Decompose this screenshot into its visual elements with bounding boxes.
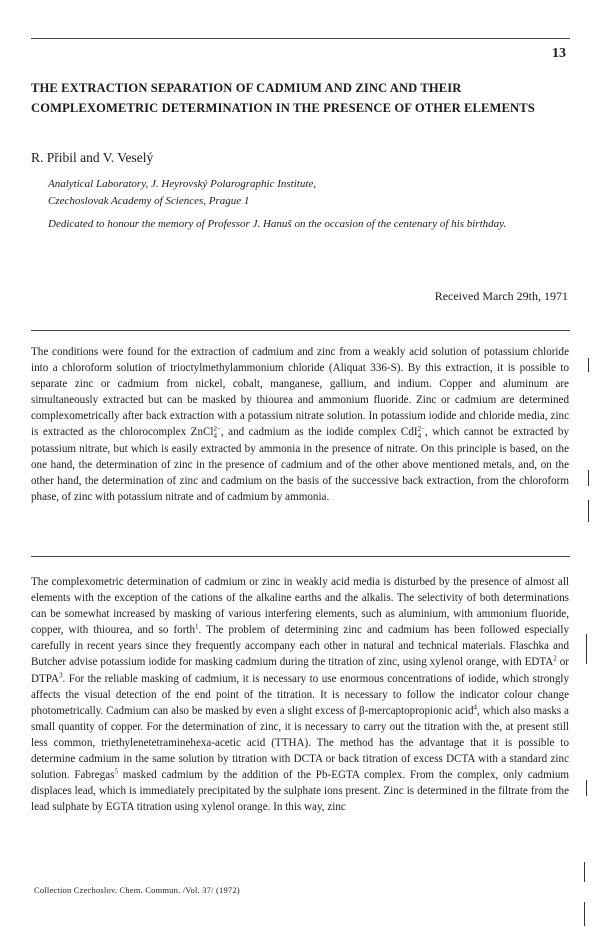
body-text-1: The complexometric determination of cadmium or zinc in weakly acid media is disturbed by the presence of almost all elements with the exception of the cations of the alkaline earths and the alkalis. The selectivity of both determinations can be somewhat increased by masking of various interfering elements, such as aluminium, with ammonium fluoride, copper, with thiourea, and so forth bbox=[31, 576, 569, 637]
cdi4-subscript: 4 bbox=[417, 431, 422, 440]
margin-mark bbox=[588, 470, 589, 486]
body-paragraph bbox=[31, 574, 569, 815]
margin-mark bbox=[584, 902, 585, 926]
reference-3: 3 bbox=[58, 670, 63, 679]
article-title: THE EXTRACTION SEPARATION OF CADMIUM AND ZINC AND THEIR COMPLEXOMETRIC DETERMINATION IN THE PRESENCE OF OTHER ELEMENTS bbox=[31, 81, 535, 115]
abstract-bottom-rule bbox=[31, 556, 570, 557]
reference-4: 4 bbox=[473, 703, 478, 712]
page-number: 13 bbox=[552, 46, 566, 61]
authors: R. Přibil and V. Veselý bbox=[31, 150, 154, 165]
margin-mark bbox=[584, 862, 585, 882]
margin-mark bbox=[588, 500, 589, 522]
cdi4-superscript: 2− bbox=[417, 424, 426, 433]
margin-mark bbox=[586, 634, 587, 664]
reference-5: 5 bbox=[114, 767, 118, 776]
abstract-text-2: , and cadmium as the iodide complex CdI bbox=[220, 426, 418, 439]
abstract-text-1: The conditions were found for the extraction of cadmium and zinc from a weakly acid solution of potassium chloride into a chloroform solution of trioctylmethylammonium chloride (Aliquat 336-S). By this extraction, it is possible to separate zinc or cadmium from nickel, cobalt, manganese, gallium, and indium. Copper and aluminum are simultaneously extracted but can be masked by thiourea and ammonium fluoride. Zinc or cadmium are determined complexometrically after back extraction with a potassium nitrate solution. In potassium iodide and chloride media, zinc is extracted as the chlorocomplex ZnCl bbox=[31, 346, 569, 439]
received-date: Received March 29th, 1971 bbox=[434, 289, 568, 303]
dedication: Dedicated to honour the memory of Professor J. Hanuš on the occasion of the centenary of his birthday. bbox=[48, 218, 507, 230]
zncl4-superscript: 2− bbox=[213, 424, 221, 433]
zncl4-charge bbox=[213, 426, 220, 440]
margin-mark bbox=[588, 358, 589, 372]
abstract-top-rule bbox=[31, 330, 570, 331]
body-text-5: , which also masks a small quantity of copper. For the determination of zinc, it is necessary to carry out the titration with the, at present still less common, triethylenetetraminehexa-acetic acid (TTHA). The method has the advantage that it is possible to determine cadmium in the same solution by titration with DCTA or back titration of excess DCTA with a standard zinc solution. Fabregas bbox=[31, 704, 569, 782]
affiliation-line-2: Czechoslovak Academy of Sciences, Prague 1 bbox=[48, 195, 250, 207]
body-text-6: masked cadmium by the addition of the Pb-EGTA complex. From the complex, only cadmium displaces lead, which is immediately precipitated by the sulphate ions present. Zinc is determined in the filtrate from the lead sulphate by EGTA titration using xylenol orange. In this way, zinc bbox=[31, 769, 569, 814]
affiliation bbox=[48, 176, 316, 210]
zncl4-subscript: 4 bbox=[213, 431, 217, 440]
journal-footer: Collection Czechoslov. Chem. Commun. /Vol. 37/ (1972) bbox=[34, 885, 240, 895]
top-rule bbox=[31, 38, 570, 39]
body-text-3: or DTPA bbox=[31, 656, 570, 685]
reference-2: 2 bbox=[553, 654, 557, 663]
body-text-2: . The problem of determining zinc and cadmium has been followed especially carefully in recent years since they frequently accompany each other in natural and technical materials. Flaschka and Butcher advise potassium iodide for masking cadmium during the titration of zinc, using xylenol orange, with EDTA bbox=[31, 624, 569, 669]
abstract bbox=[31, 344, 569, 505]
margin-mark bbox=[586, 780, 587, 796]
body-text-4: . For the reliable masking of cadmium, it is necessary to use enormous concentrations of iodide, which strongly affects the visual detection of the end point of the titration. It is necessary to follow the indicator colour change photometrically. Cadmium can also be masked by even a slight excess of β-mercaptopropionic acid bbox=[31, 672, 569, 717]
abstract-text-3: , which cannot be extracted by potassium nitrate, but which is easily extracted by ammonia in the presence of nitrate. On this principle is based, on the one hand, the determination of zinc in the presence of cadmium and of the other above mentioned metals, and, on the other hand, the determination of zinc and cadmium on the basis of the successive back extraction, from the chloroform phase, of zinc with potassium nitrate and of cadmium by ammonia. bbox=[31, 426, 569, 503]
cdi4-charge bbox=[418, 426, 425, 440]
reference-1: 1 bbox=[195, 622, 199, 631]
affiliation-line-1: Analytical Laboratory, J. Heyrovský Polarographic Institute, bbox=[48, 178, 317, 190]
